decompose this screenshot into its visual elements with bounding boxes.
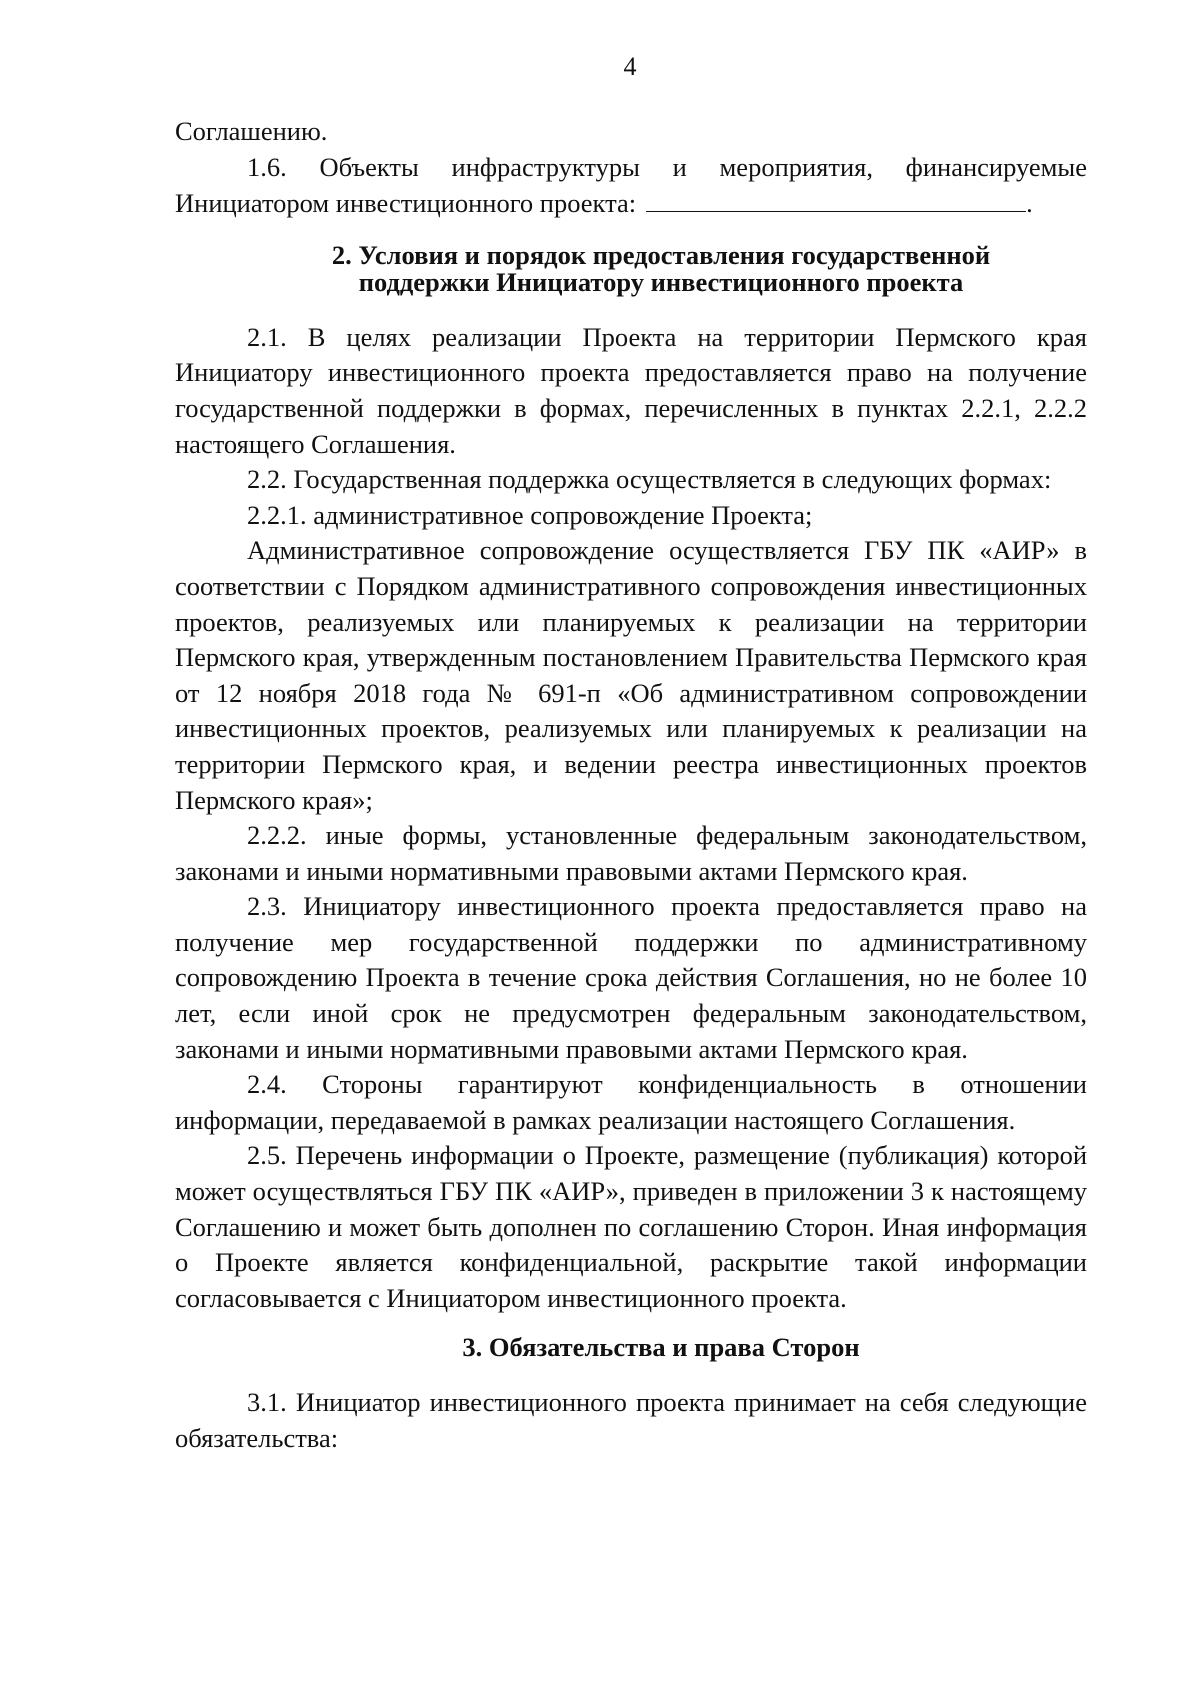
section-2-heading-line-2: поддержки Инициатору инвестиционного проекта <box>358 266 964 297</box>
paragraph-1-6-text: 1.6. Объекты инфраструктуры и мероприятия, финансируемые Инициатором инвестиционного проекта: <box>175 151 1087 219</box>
paragraph-3-1: 3.1. Инициатор инвестиционного проекта принимает на себя следующие обязательства: <box>175 1387 1087 1453</box>
document-body <box>175 114 1087 1457</box>
paragraph-administrative-support: Административное сопровождение осуществляется ГБУ ПК «АИР» в соответствии с Порядком административного сопровождения инвестиционных проектов, реализуемых или планируемых к реализации на территории Пермского края, утвержденным постановлением Правительства Пермского края от 12 ноября 2018 года № 691-п «Об административном сопровождении инвестиционных проектов, реализуемых или планируемых к реализации на территории Пермского края, и ведении реестра инвестиционных проектов Пермского края»; <box>175 535 1087 815</box>
paragraph-2-2-1: 2.2.1. административное сопровождение Проекта; <box>247 499 813 530</box>
paragraph-2-4: 2.4. Стороны гарантируют конфиденциальность в отношении информации, передаваемой в рамках реализации настоящего Соглашения. <box>175 1069 1087 1135</box>
paragraph-continuation: Соглашению. <box>175 116 328 146</box>
paragraph-1-6 <box>175 150 1087 222</box>
page-number: 4 <box>623 52 637 81</box>
paragraph-2-5: 2.5. Перечень информации о Проекте, размещение (публикация) которой может осуществляться ГБУ ПК «АИР», приведен в приложении 3 к настоящему Соглашению и может быть дополнен по соглашению Сторон. Иная информация о Проекте является конфиденциальной, раскрытие такой информации согласовывается с Инициатором инвестиционного проекта. <box>175 1140 1087 1313</box>
paragraph-2-2-2: 2.2.2. иные формы, установленные федеральным законодательством, законами и иными нормативными правовыми актами Пермского края. <box>175 820 1087 886</box>
fill-in-blank-line <box>646 185 1026 212</box>
paragraph-2-2: 2.2. Государственная поддержка осуществляется в следующих формах: <box>247 464 1052 495</box>
section-3-heading: 3. Обязательства и права Сторон <box>462 1332 860 1363</box>
section-2-heading-line-1: 2. Условия и порядок предоставления государственной <box>331 239 991 270</box>
paragraph-2-1: 2.1. В целях реализации Проекта на территории Пермского края Инициатору инвестиционного проекта предоставляется право на получение государственной поддержки в формах, перечисленных в пунктах 2.2.1, 2.2.2 настоящего Соглашения. <box>175 321 1087 459</box>
paragraph-2-3: 2.3. Инициатору инвестиционного проекта предоставляется право на получение мер государственной поддержки по административному сопровождению Проекта в течение срока действия Соглашения, но не более 10 лет, если иной срок не предусмотрен федеральным законодательством, законами и иными нормативными правовыми актами Пермского края. <box>175 891 1087 1064</box>
section-2-heading <box>175 239 1087 297</box>
blank-period: . <box>1026 188 1033 219</box>
